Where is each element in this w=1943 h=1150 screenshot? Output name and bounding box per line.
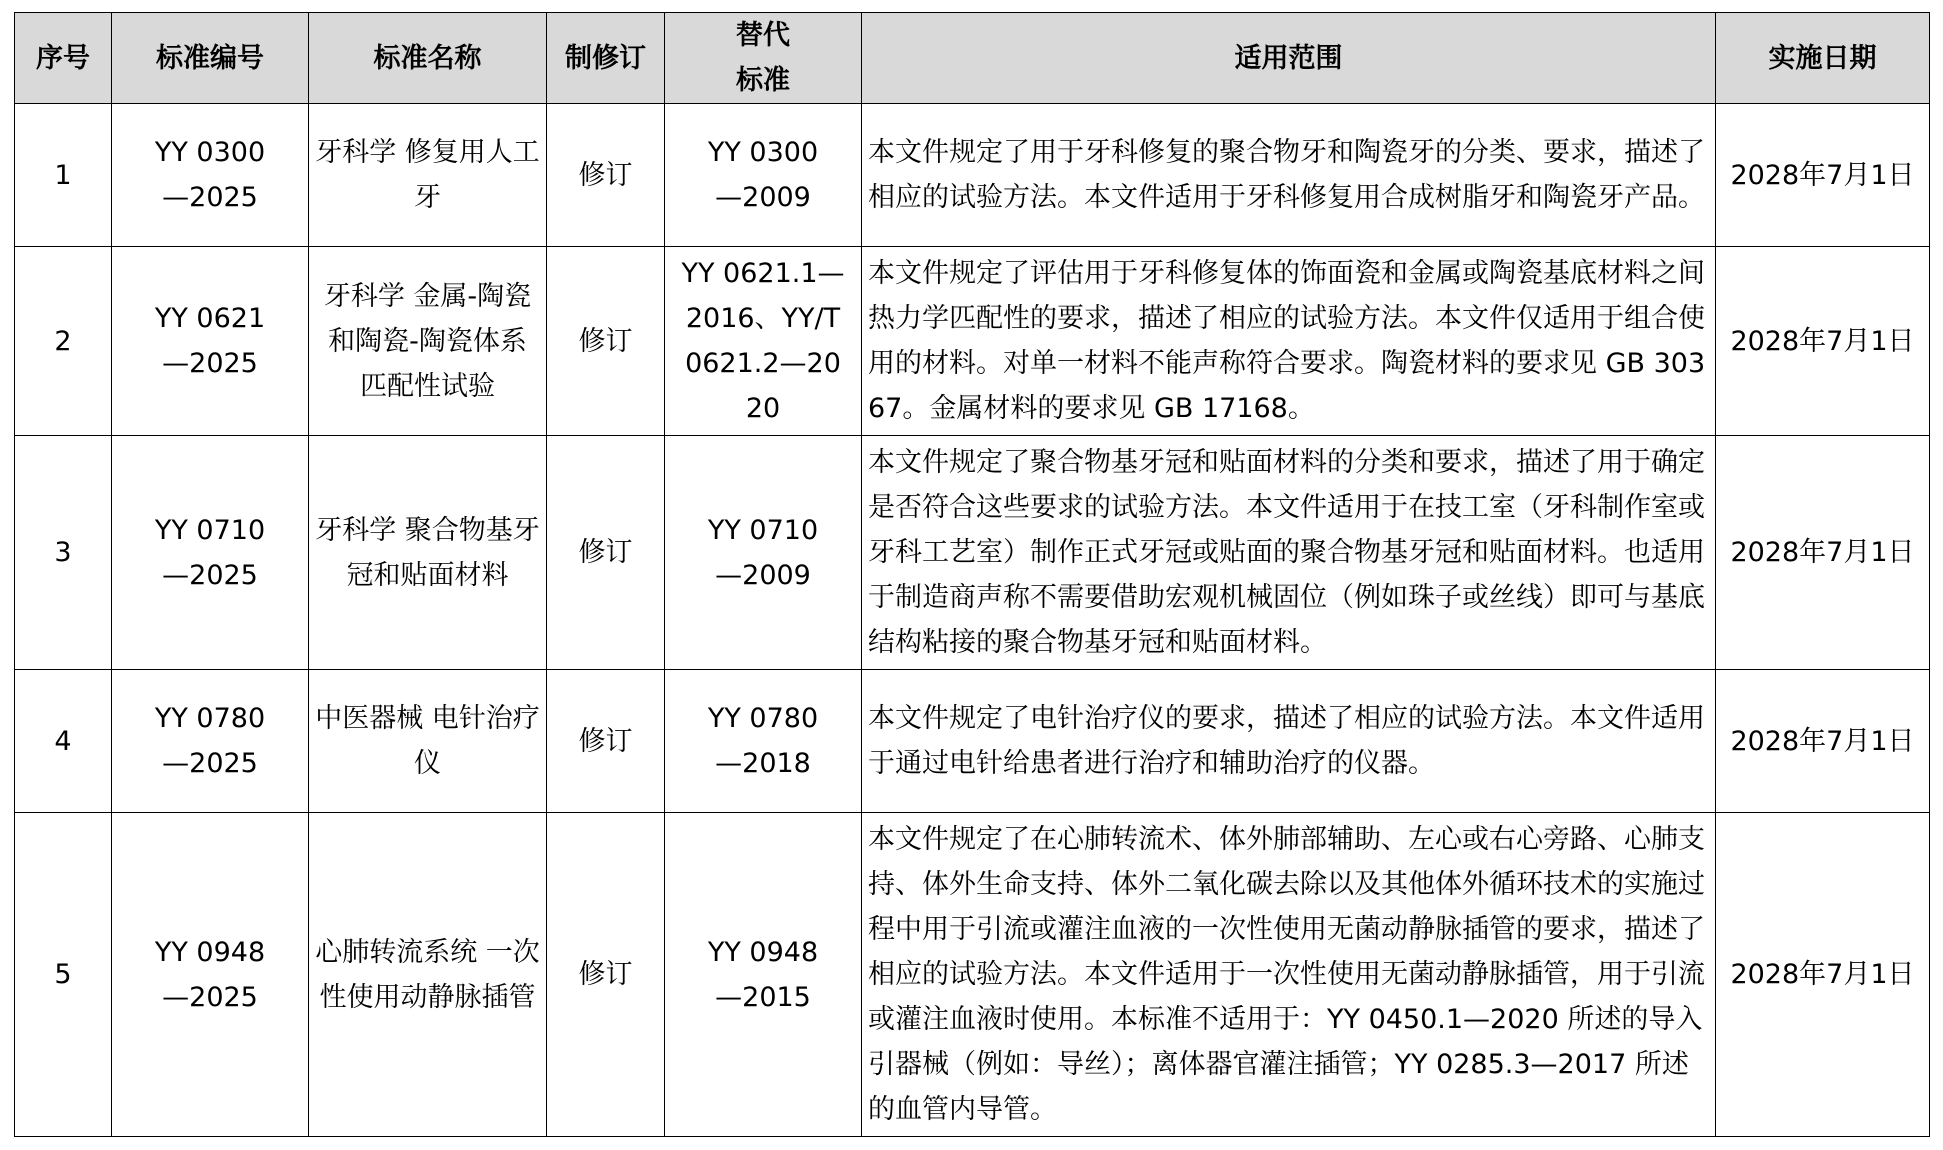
cell-replaces: YY 0948—2015 — [665, 813, 862, 1137]
table-row — [15, 436, 1930, 670]
standards-table — [14, 12, 1930, 1137]
cell-seq: 5 — [15, 813, 112, 1137]
cell-scope: 本文件规定了电针治疗仪的要求，描述了相应的试验方法。本文件适用于通过电针给患者进行治疗和辅助治疗的仪器。 — [862, 670, 1716, 813]
cell-date: 2028年7月1日 — [1716, 436, 1930, 670]
cell-type: 修订 — [547, 813, 665, 1137]
cell-seq: 3 — [15, 436, 112, 670]
header-seq: 序号 — [15, 13, 112, 104]
cell-name: 心肺转流系统 一次性使用动静脉插管 — [309, 813, 547, 1137]
cell-date: 2028年7月1日 — [1716, 104, 1930, 247]
cell-name: 牙科学 聚合物基牙冠和贴面材料 — [309, 436, 547, 670]
cell-scope: 本文件规定了聚合物基牙冠和贴面材料的分类和要求，描述了用于确定是否符合这些要求的试验方法。本文件适用于在技工室（牙科制作室或牙科工艺室）制作正式牙冠或贴面的聚合物基牙冠和贴面材料。也适用于制造商声称不需要借助宏观机械固位（例如珠子或丝线）即可与基底结构粘接的聚合物基牙冠和贴面材料。 — [862, 436, 1716, 670]
cell-seq: 1 — [15, 104, 112, 247]
cell-name: 中医器械 电针治疗仪 — [309, 670, 547, 813]
cell-code: YY 0710—2025 — [112, 436, 309, 670]
table-row — [15, 104, 1930, 247]
cell-code: YY 0780—2025 — [112, 670, 309, 813]
cell-date: 2028年7月1日 — [1716, 670, 1930, 813]
cell-code: YY 0948—2025 — [112, 813, 309, 1137]
cell-type: 修订 — [547, 104, 665, 247]
cell-scope: 本文件规定了在心肺转流术、体外肺部辅助、左心或右心旁路、心肺支持、体外生命支持、体外二氧化碳去除以及其他体外循环技术的实施过程中用于引流或灌注血液的一次性使用无菌动静脉插管的要求，描述了相应的试验方法。本文件适用于一次性使用无菌动静脉插管，用于引流或灌注血液时使用。本标准不适用于：YY 0450.1—2020 所述的导入引器械（例如：导丝）；离体器官灌注插管；YY 0285.3—2017 所述的血管内导管。 — [862, 813, 1716, 1137]
cell-type: 修订 — [547, 247, 665, 436]
cell-date: 2028年7月1日 — [1716, 813, 1930, 1137]
cell-code: YY 0621—2025 — [112, 247, 309, 436]
cell-date: 2028年7月1日 — [1716, 247, 1930, 436]
cell-replaces: YY 0780—2018 — [665, 670, 862, 813]
header-row — [15, 13, 1930, 104]
cell-replaces: YY 0300—2009 — [665, 104, 862, 247]
cell-replaces: YY 0710—2009 — [665, 436, 862, 670]
cell-replaces: YY 0621.1—2016、YY/T 0621.2—2020 — [665, 247, 862, 436]
table-row — [15, 247, 1930, 436]
table-row — [15, 670, 1930, 813]
cell-type: 修订 — [547, 670, 665, 813]
cell-code: YY 0300—2025 — [112, 104, 309, 247]
cell-name: 牙科学 修复用人工牙 — [309, 104, 547, 247]
cell-seq: 2 — [15, 247, 112, 436]
header-scope: 适用范围 — [862, 13, 1716, 104]
header-date: 实施日期 — [1716, 13, 1930, 104]
header-name: 标准名称 — [309, 13, 547, 104]
cell-type: 修订 — [547, 436, 665, 670]
cell-name: 牙科学 金属-陶瓷和陶瓷-陶瓷体系匹配性试验 — [309, 247, 547, 436]
table-row — [15, 813, 1930, 1137]
cell-scope: 本文件规定了用于牙科修复的聚合物牙和陶瓷牙的分类、要求，描述了相应的试验方法。本文件适用于牙科修复用合成树脂牙和陶瓷牙产品。 — [862, 104, 1716, 247]
header-type: 制修订 — [547, 13, 665, 104]
cell-seq: 4 — [15, 670, 112, 813]
cell-scope: 本文件规定了评估用于牙科修复体的饰面瓷和金属或陶瓷基底材料之间热力学匹配性的要求，描述了相应的试验方法。本文件仅适用于组合使用的材料。对单一材料不能声称符合要求。陶瓷材料的要求见 GB 30367。金属材料的要求见 GB 17168。 — [862, 247, 1716, 436]
header-code: 标准编号 — [112, 13, 309, 104]
header-replaces: 替代标准 — [665, 13, 862, 104]
